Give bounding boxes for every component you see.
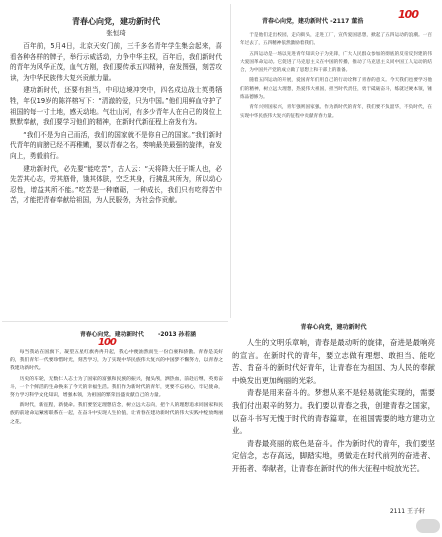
essay-class-label: -2013 孙若涵: [158, 332, 196, 338]
essay-paragraph: 新时代，新征程，新使命。我们要坚定理想信念，树立远大志向，把个人的理想追求同国家和民族的前途命运紧密联系在一起，在奋斗中实现人生价值，让青春在建功新时代的伟大实践中绽放绚丽之花。: [10, 403, 223, 425]
essay-header: [240, 4, 432, 32]
essay-paragraph: 于是他们走出校园，走向街头，走进工厂，宣传爱国思想，掀起了五四运动的浪潮。一百年过去了，五四精神依然激励着我们。: [240, 33, 432, 47]
essay-title: 青春心向党，建功新时代: [300, 324, 367, 331]
essay-sheet-top-left: [2, 4, 231, 322]
essay-paragraph: 历史的车轮，无数仁人志士为了国家的富强和民族的振兴，抛头颅，洒热血，前赴后继，英勇奋斗，一个个鲜活的生命换来了今天的幸福生活。我们作为新时代的青年，更要不忘初心，牢记使命，努力学习科学文化知识，增强本领，为祖国的繁荣昌盛贡献自己的力量。: [10, 376, 223, 399]
essay-paragraph: 青春最亮丽的底色是奋斗。作为新时代的青年，我们要坚定信念，志存高远，脚踏实地，勇做走在时代前列的奋进者、开拓者、奉献者，让青春在新时代的伟大征程中绽放光芒。: [232, 438, 435, 473]
essay-paragraph: 随着五四运动的开展，爱国青年们用自己的行动诠释了青春的意义。今天我们也要学习他们的精神，树立远大理想，热爱伟大祖国，担当时代责任，勇于砥砺奋斗，练就过硬本领，锤炼品德修为。: [240, 78, 432, 101]
essay-paragraph: 人生的文明乐章响，青春是最动听的旋律，奋进是最响亮的宣言。在新时代的青年，要立志做有理想、敢担当、能吃苦、肯奋斗的新时代好青年，让青春在为祖国、为人民的奉献中焕发出更加绚丽的光彩。: [232, 338, 435, 385]
essay-title: 青春心向党，建功新时代: [80, 332, 144, 338]
watermark-icon: [416, 519, 440, 533]
essay-paragraph: 青年兴则国家兴，青年强则国家强。作为新时代的青年，我们要不负韶华，不负时代，在实现中华民族伟大复兴的征程中贡献青春力量。: [240, 105, 432, 119]
essay-sheet-bottom-left: [2, 323, 231, 533]
essay-paragraph: 每当我站在国旗下，凝望五星红旗冉冉升起，我心中便油然而生一份自豪和骄傲。青春是美好的，我们青年一代要珍惜时光，刻苦学习，为了实现中华民族伟大复兴的中国梦不懈努力，以青春之我建功新时代。: [10, 350, 223, 372]
essay-author: 张恒琦: [106, 29, 126, 37]
essay-paragraph: 建功新时代，必先要“能吃苦”，古人云：“天将降大任于斯人也，必先苦其心志，劳其筋骨，饿其体肤，空乏其身，行拂乱其所为，所以动心忍性，增益其所不能。”吃苦是一种磨砺，一种成长，我们只有吃得苦中苦，才能把青春奉献给祖国，为人民服务，为社会作贡献。: [10, 164, 222, 205]
essay-title: 青春心向党，建功新时代 -2117 董浩: [262, 18, 364, 25]
essay-header: [10, 323, 223, 349]
essay-paragraph: 五四运动是一场以先进青年知识分子为先锋，广大人民群众参加的彻底的反帝反封建的伟大爱国革命运动。它促进了马克思主义在中国的传播，推动了马克思主义同中国工人运动的结合，为中国共产党的成立做了思想上和干部上的准备。: [240, 51, 432, 74]
essay-paragraph: 建功新时代，还要有担当，中印边境冲突中，四名戍边战士英勇牺牲，年仅19岁的陈祥榕写下：“清澈的爱，只为中国。”他们用鲜血守护了祖国的每一寸土地，感天动地。气壮山河，有多少青年人在自己的岗位上默默奉献，我们要学习他们的精神，在新时代新征程上奋发有为。: [10, 86, 222, 127]
centenary-logo-icon: 100: [398, 8, 418, 21]
essay-paragraph: 百年前，5月4日，北京天安门前，三千多名青年学生集会起来，喜看各种各样的牌子，举行示威活动，力争中华主权，百年后，我们新时代的青年为风华正茂，血气方刚，我们要传承五四精神，奋发图强，刻苦攻读，为中华民族伟大复兴贡献力量。: [10, 42, 222, 82]
essay-paragraph: 青春是用来奋斗的。梦想从来不是轻易就能实现的，需要我们付出艰辛的努力。我们要以青春之我，创建青春之国家，以奋斗书写无愧于时代的青春篇章，在祖国需要的地方建功立业。: [232, 388, 435, 436]
essay-title: 青春心向党，建功新时代: [72, 17, 160, 26]
essay-signature: 2111 王子轩: [389, 508, 425, 515]
essay-sheet-top-right: [232, 4, 440, 316]
centenary-logo-icon: 100: [98, 337, 116, 348]
essay-paragraph: “我们不是为自己而活，我们的国家就不是你自己的国家。”我们新时代青年的肩膀已经不再稚嫩，要以青春之名，奏响最美最强的旋律，奋发向上，勇毅前行。: [10, 130, 222, 160]
essay-sheet-bottom-right: [228, 318, 439, 533]
